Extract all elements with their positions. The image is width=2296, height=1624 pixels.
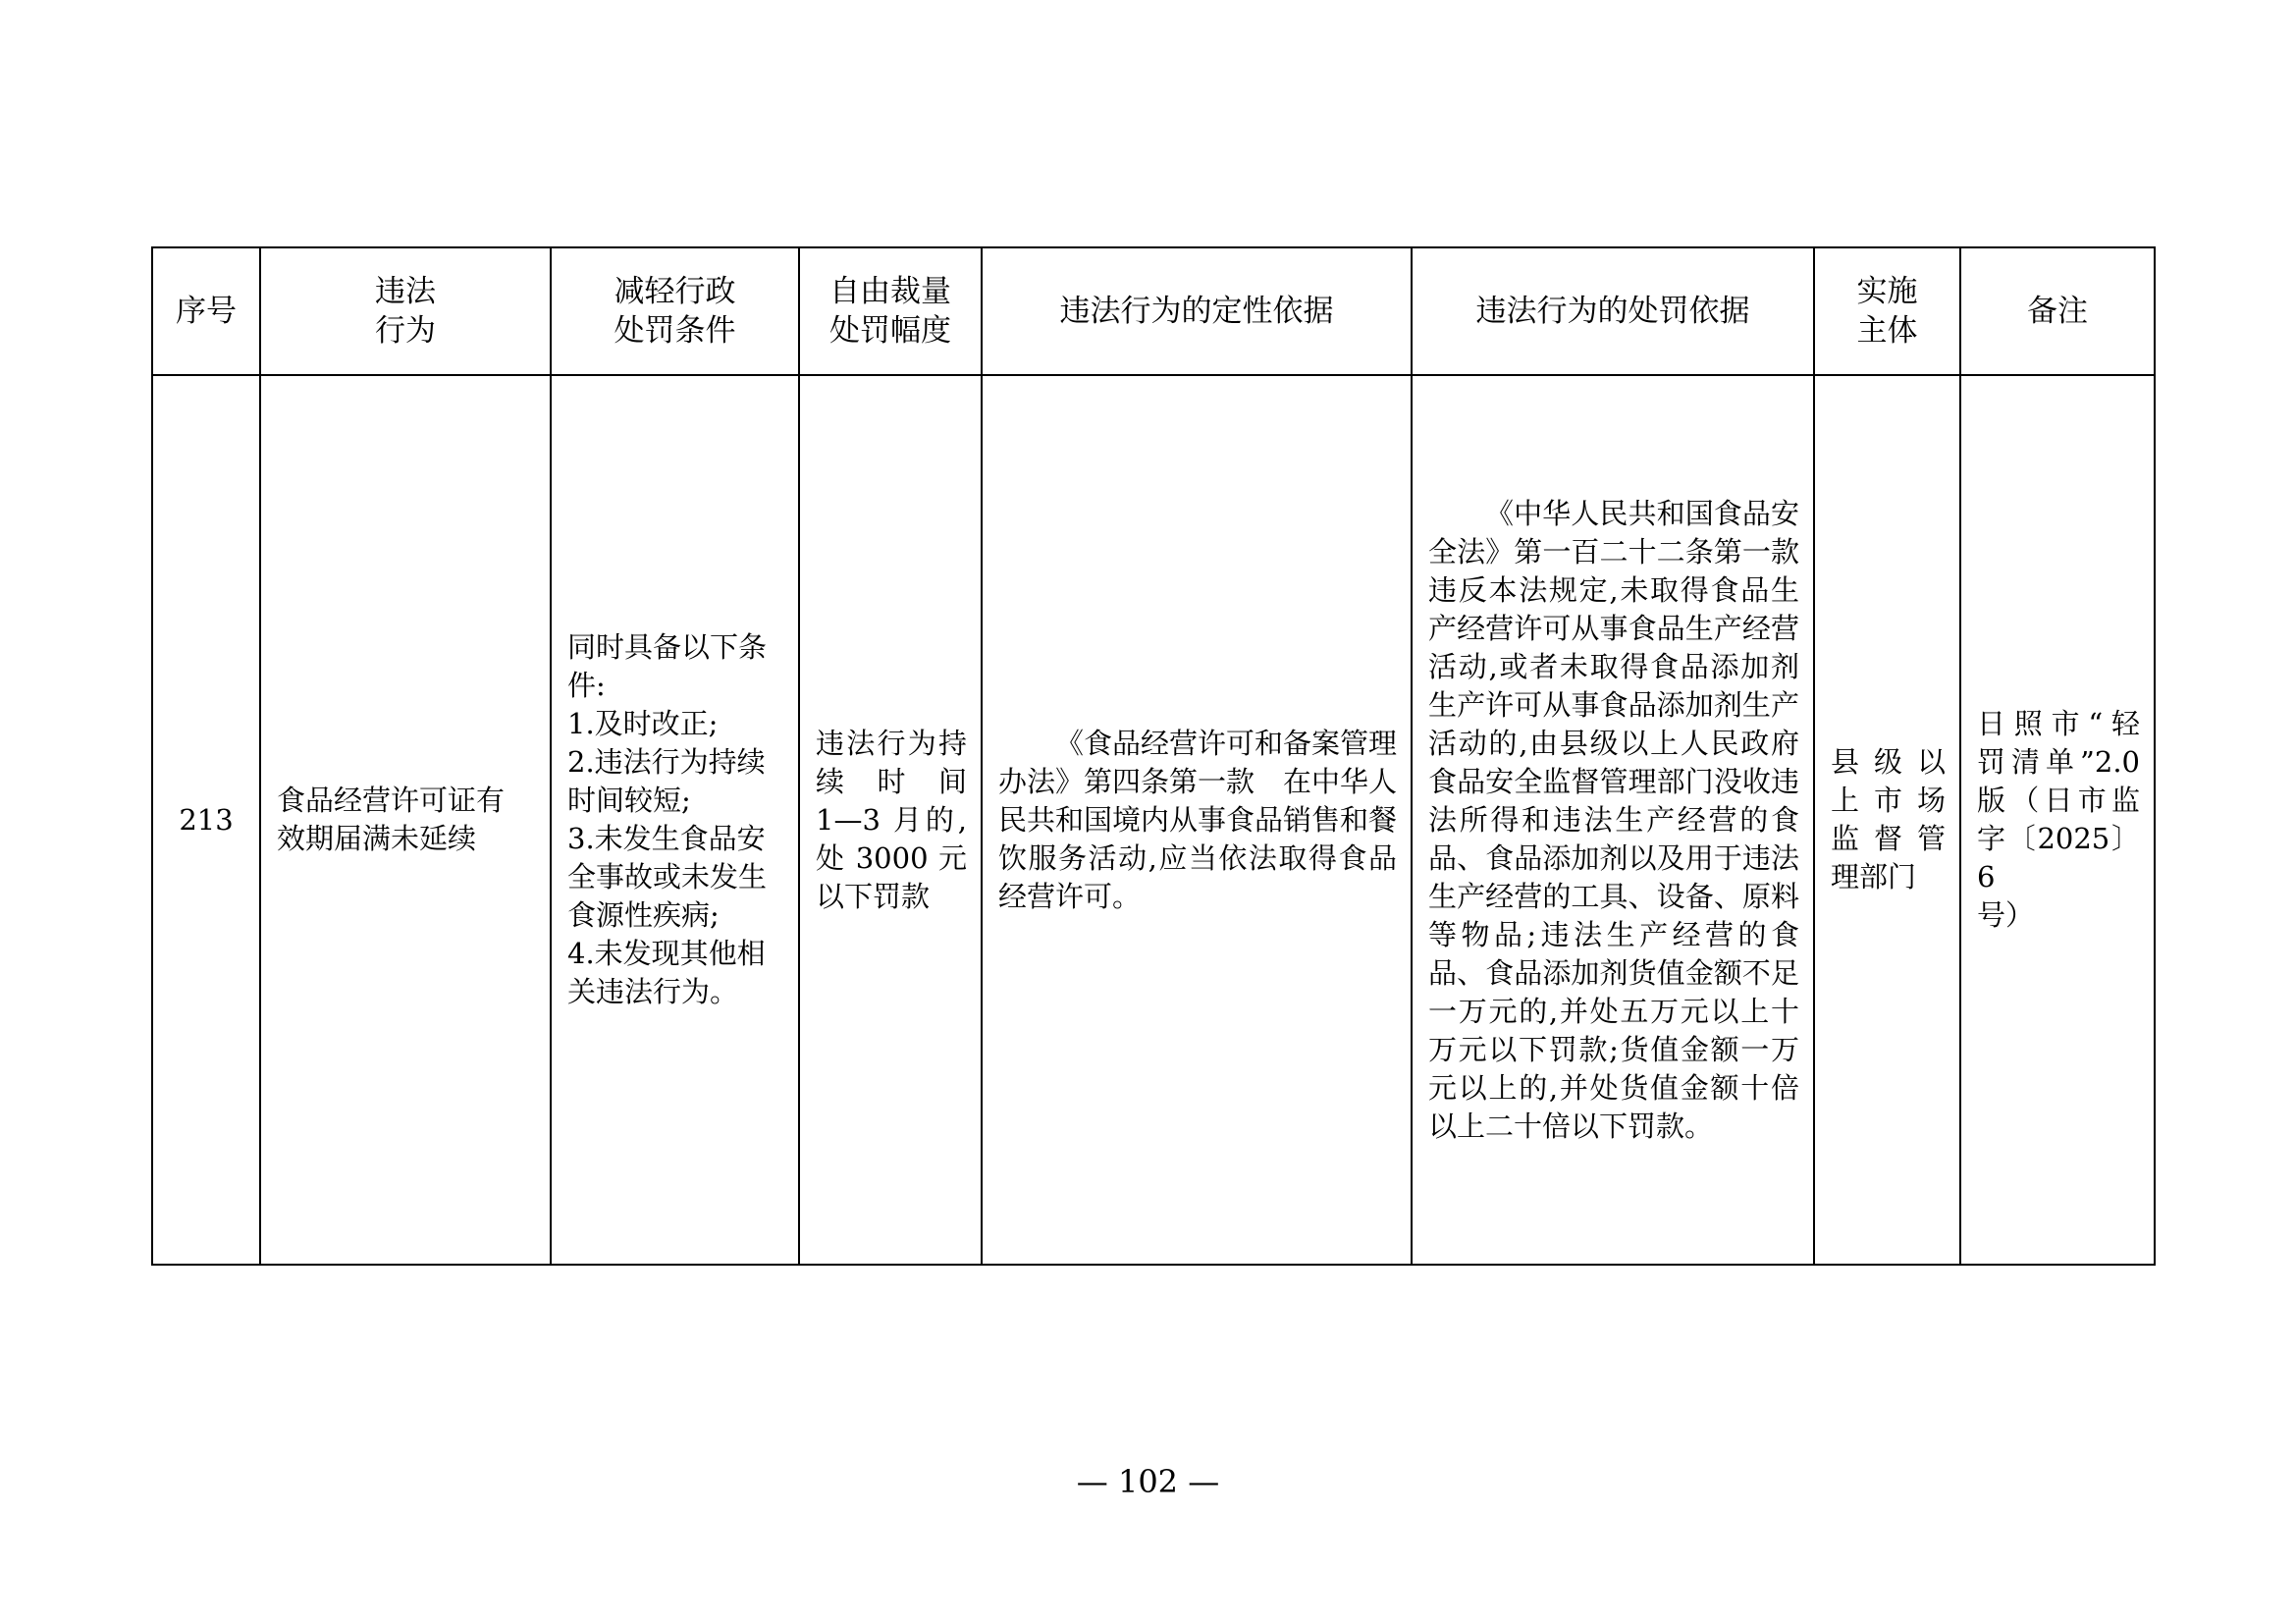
conditions-line: 件: (567, 669, 606, 702)
authority-line: 理部门 (1831, 860, 1917, 893)
range-line: 处 3000 元 (816, 840, 967, 875)
header-remarks (1960, 247, 2155, 375)
conditions-line: 2.违法行为持续 (567, 745, 766, 779)
conditions-line: 4.未发现其他相 (567, 937, 766, 970)
header-range-line-2: 处罚幅度 (829, 313, 951, 349)
remarks-line: 日照市“轻 (1977, 707, 2140, 740)
header-remarks-line: 备注 (2027, 294, 2088, 329)
range-line: 以下罚款 (816, 879, 931, 913)
remarks-line: 罚清单”2.0 (1977, 745, 2140, 779)
range-line: 违法行为持 (816, 726, 967, 760)
conditions-line: 全事故或未发生 (567, 860, 768, 893)
remarks-line: 号） (1977, 898, 2035, 932)
header-behavior-line-2: 行为 (375, 313, 436, 349)
header-qualitative-line: 违法行为的定性依据 (1059, 294, 1334, 329)
behavior-line: 食品经营许可证有 (277, 784, 506, 817)
header-conditions-line-1: 减轻行政 (614, 274, 736, 309)
conditions-line: 3.未发生食品安 (567, 822, 766, 855)
penalty-table (151, 246, 2156, 1266)
seq-value: 213 (179, 802, 234, 837)
header-conditions-line-2: 处罚条件 (614, 313, 736, 349)
cell-qualitative (982, 375, 1412, 1265)
header-row (152, 247, 2155, 375)
authority-line: 县级以 (1831, 745, 1946, 779)
cell-behavior (260, 375, 551, 1265)
header-authority (1814, 247, 1960, 375)
header-penalty (1412, 247, 1814, 375)
conditions-line: 同时具备以下条 (567, 630, 768, 664)
header-authority-line-1: 实施 (1856, 274, 1918, 309)
cell-remarks (1960, 375, 2155, 1265)
cell-authority (1814, 375, 1960, 1265)
header-conditions (551, 247, 799, 375)
conditions-line: 关违法行为。 (567, 975, 739, 1008)
cell-seq (152, 375, 260, 1265)
behavior-text (261, 782, 550, 858)
remarks-text (1961, 705, 2154, 935)
authority-line: 上市场 (1831, 784, 1946, 817)
header-range (799, 247, 982, 375)
penalty-text: 《中华人民共和国食品安全法》第一百二十二条第一款 违反本法规定,未取得食品生产经营许可从事食品生产经营活动,或者未取得食品添加剂生产许可从事食品添加剂生产活动的,由县级以上人民政府食品安全监督管理部门没收违法所得和违法生产经营的食品、食品添加剂以及用于违法生产经营的工具、设备、原料等物品;违法生产经营的食品、食品添加剂货值金额不足一万元的,并处五万元以上十万元以下罚款;货值金额一万元以上的,并处货值金额十倍以上二十倍以下罚款。 (1428, 496, 1829, 1143)
conditions-line: 食源性疾病; (567, 898, 720, 932)
header-qualitative (982, 247, 1412, 375)
header-behavior (260, 247, 551, 375)
remarks-line: 版（日市监 (1977, 784, 2140, 817)
range-text (800, 725, 981, 916)
conditions-text (552, 628, 798, 1011)
authority-line: 监督管 (1831, 822, 1946, 855)
header-range-line-1: 自由裁量 (829, 274, 951, 309)
page-number: — 102 — (1076, 1463, 1220, 1500)
behavior-line: 效期届满未延续 (277, 822, 477, 855)
qualitative-text: 《食品经营许可和备案管理办法》第四条第一款 在中华人民共和国境内从事食品销售和餐饮服务活动,应当依法取得食品经营许可。 (998, 726, 1398, 913)
conditions-line: 时间较短; (567, 784, 691, 817)
cell-range (799, 375, 982, 1265)
cell-penalty (1412, 375, 1829, 1265)
table-row (152, 375, 2155, 1265)
header-authority-line-2: 主体 (1856, 313, 1918, 349)
header-penalty-line: 违法行为的处罚依据 (1475, 294, 1750, 329)
header-seq (152, 247, 260, 375)
range-line: 续 时 间 (816, 764, 967, 798)
header-seq-line: 序号 (176, 294, 237, 329)
conditions-line: 1.及时改正; (567, 707, 719, 740)
cell-conditions (551, 375, 799, 1265)
authority-text (1815, 743, 1959, 896)
header-behavior-line-1: 违法 (375, 274, 436, 309)
remarks-line: 字〔2025〕6 (1977, 822, 2140, 893)
range-line: 1—3 月的, (816, 802, 967, 837)
